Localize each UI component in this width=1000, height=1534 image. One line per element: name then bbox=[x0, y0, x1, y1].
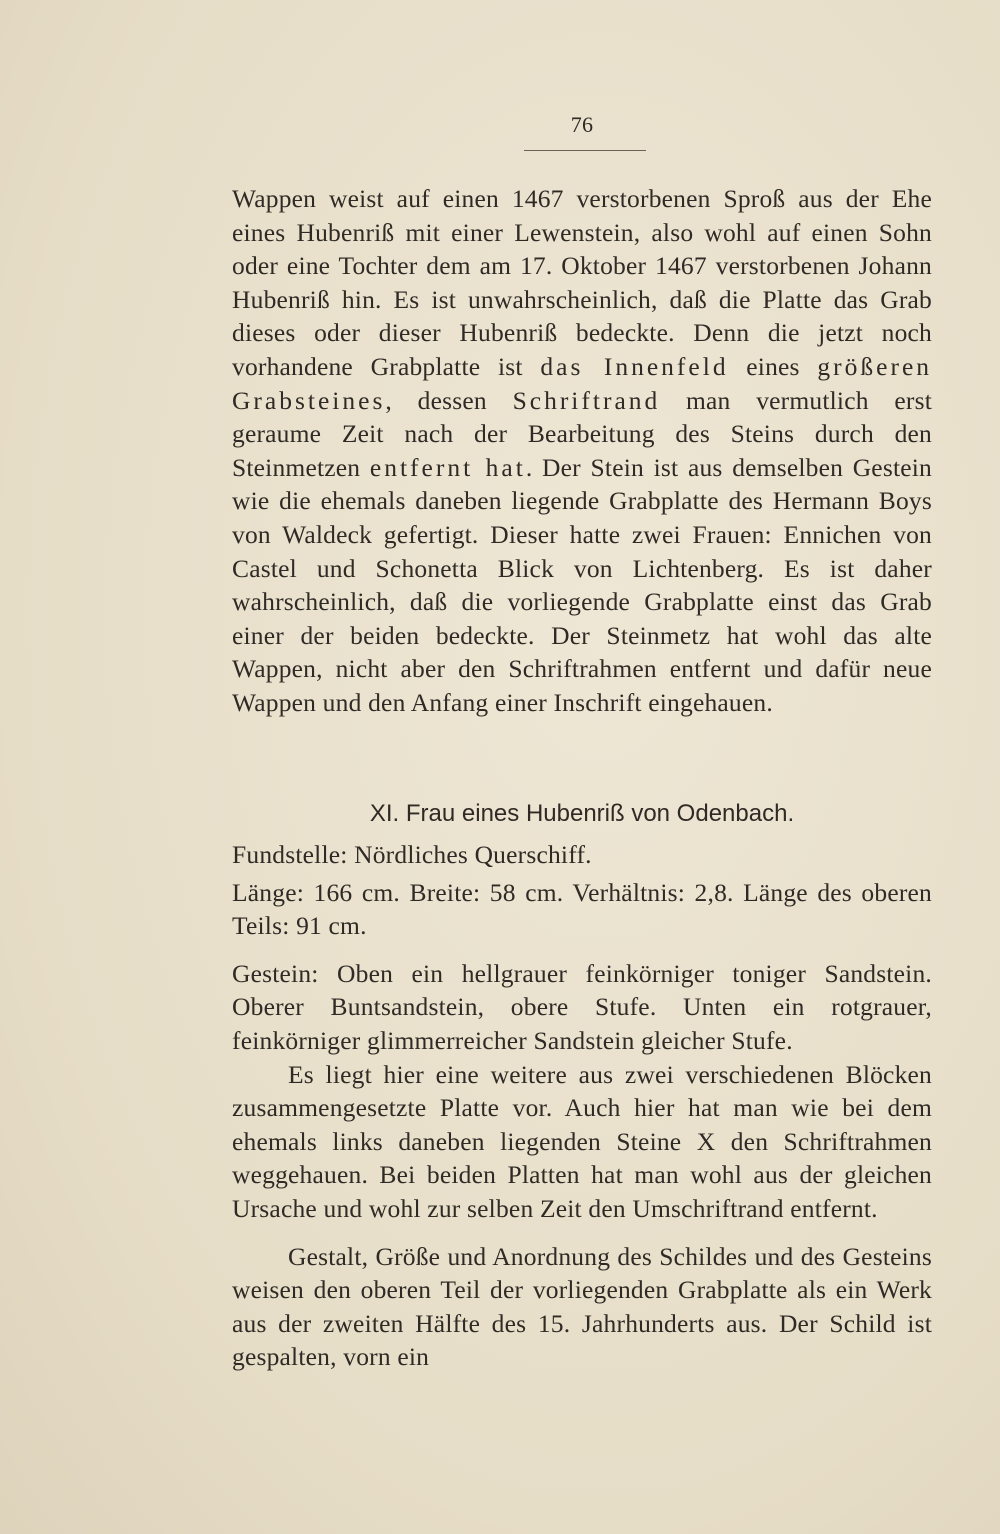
intro-text-part3: , dessen bbox=[385, 385, 513, 415]
intro-text-part4: man vermutlich erst geraume Zeit nach der Bearbeitung des Steins durch den Steinmetzen bbox=[232, 385, 932, 482]
intro-paragraph bbox=[232, 182, 932, 720]
page-number-rule bbox=[524, 150, 646, 151]
page-number: 76 bbox=[570, 112, 594, 137]
fundstelle-line: Fundstelle: Nördliches Querschiff. bbox=[232, 840, 592, 869]
dimensions-line: Länge: 166 cm. Breite: 58 cm. Verhältnis: 2,8. Länge des oberen Teils: 91 cm. bbox=[232, 877, 932, 941]
section-paragraph-1: Es liegt hier eine weitere aus zwei verschiedenen Blöcken zusammengesetzte Platte vor. Auch hier hat man wie bei dem ehemals links daneben liegenden Steine X den Schriftrahmen weggehauen. Bei beiden Platten hat man wohl aus der gleichen Ursache und wohl zur selben Zeit den Umschriftrand entfernt. bbox=[232, 1059, 932, 1223]
intro-emphasis-schriftrand: Schriftrand bbox=[512, 385, 661, 415]
intro-text-part5: . Der Stein ist aus demselben Gestein wie die ehemals daneben liegende Grabplatte des Hermann Boys von Waldeck gefertigt. Dieser hatte zwei Frauen: Ennichen von Castel und Schonetta Blick von Lichtenberg. Es ist daher wahrscheinlich, daß die vorliegende Grabplatte einst das Grab einer der beiden bedeckte. Der Steinmetz hat wohl das alte Wappen, nicht aber den Schriftrahmen entfernt und dafür neue Wappen und den Anfang einer Inschrift eingehauen. bbox=[232, 452, 932, 717]
gestein-line: Gestein: Oben ein hellgrauer feinkörniger toniger Sandstein. Oberer Buntsandstein, obere Stufe. Unten ein rotgrauer, feinkörniger glimmerreicher Sandstein gleicher Stufe. bbox=[232, 958, 932, 1055]
section-details bbox=[232, 838, 932, 1374]
section-heading: XI. Frau eines Hubenriß von Odenbach. bbox=[369, 800, 795, 827]
intro-emphasis-grabsteines: größeren Grabsteines bbox=[232, 351, 933, 415]
intro-text-part2: eines bbox=[728, 351, 818, 381]
section-paragraph-2: Gestalt, Größe und Anordnung des Schildes und des Gesteins weisen den oberen Teil der vorliegenden Grabplatte als ein Werk aus der zweiten Hälfte des 15. Jahrhunderts aus. Der Schild ist gespalten, vorn ein bbox=[232, 1241, 932, 1372]
intro-emphasis-innenfeld: das Innenfeld bbox=[540, 351, 729, 381]
intro-text-part1: Wappen weist auf einen 1467 verstorbenen Sproß aus der Ehe eines Hubenriß mit einer Lewenstein, also wohl auf einen Sohn oder eine Tochter dem am 17. Oktober 1467 verstorbenen Johann Hubenriß hin. Es ist unwahrscheinlich, daß die Platte das Grab dieses oder dieser Hubenriß bedeckte. Denn die jetzt noch vorhandene Grabplatte ist bbox=[232, 184, 932, 381]
intro-emphasis-entfernt: entfernt hat bbox=[369, 452, 526, 482]
